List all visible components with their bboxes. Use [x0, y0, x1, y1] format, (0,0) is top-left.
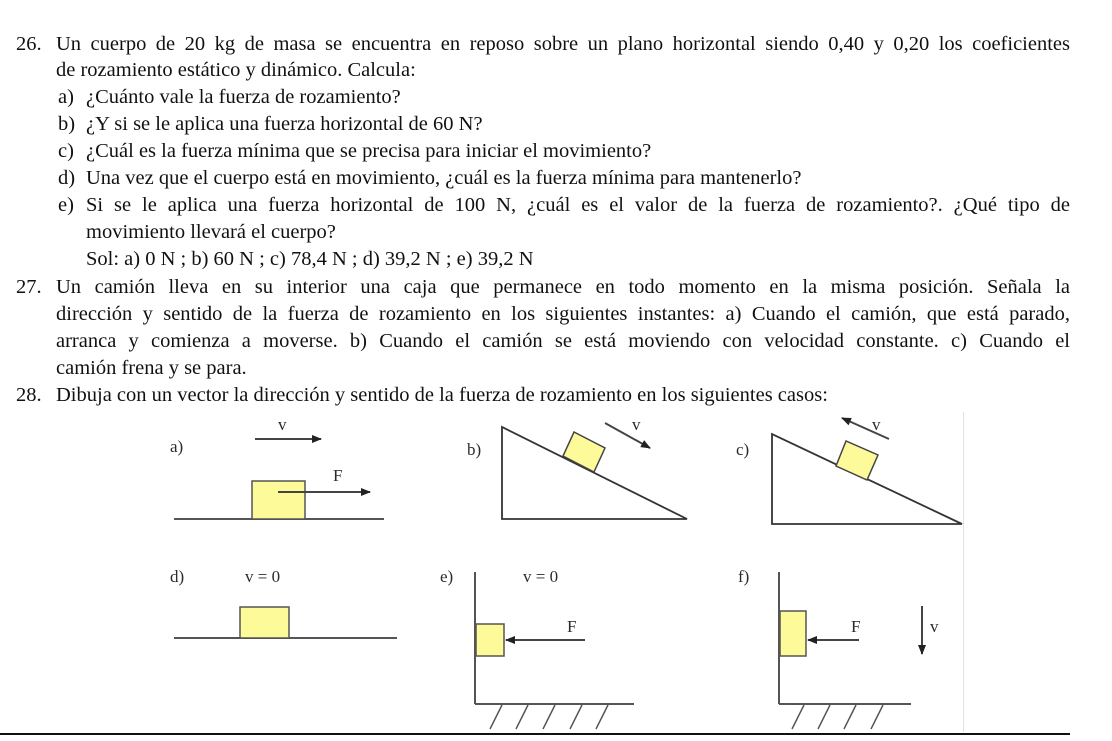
- problem-26-text-1: Un cuerpo de 20 kg de masa se encuentra en reposo sobre un plano horizontal siendo 0,40 y 0,20 los coeficientes: [56, 33, 1070, 55]
- item-d-text: Una vez que el cuerpo está en movimiento, ¿cuál es la fuerza mínima para mantenerlo?: [86, 167, 802, 189]
- figure-a: [170, 415, 384, 519]
- item-a-text: ¿Cuánto vale la fuerza de rozamiento?: [86, 86, 401, 108]
- figure-e-label: e): [440, 567, 454, 586]
- figure-f-v-label: v: [930, 617, 939, 636]
- block: [240, 607, 289, 638]
- figure-b-v-label: v: [632, 415, 641, 434]
- figure-d-label: d): [170, 567, 185, 586]
- figure-d-v-label: v = 0: [245, 567, 281, 586]
- item-e-label: e): [58, 194, 74, 216]
- figure-b: [467, 415, 687, 519]
- figure-f-f-label: F: [851, 617, 861, 636]
- item-c-label: c): [58, 140, 74, 162]
- problem-27-text-4: camión frena y se para.: [56, 357, 247, 379]
- figure-d: [170, 567, 397, 638]
- block: [476, 624, 504, 656]
- velocity-arrow: [842, 418, 889, 439]
- floor-hatching: [792, 705, 883, 729]
- figure-e-f-label: F: [567, 617, 577, 636]
- velocity-arrow: [605, 423, 650, 448]
- figure-e: [440, 567, 634, 729]
- problem-27-text-1: Un camión lleva en su interior una caja que permanece en todo momento en la misma posición. Señala la: [56, 276, 1070, 298]
- figure-a-f-label: F: [333, 466, 343, 485]
- problem-26-text-2: de rozamiento estático y dinámico. Calcula:: [56, 59, 416, 81]
- item-c-text: ¿Cuál es la fuerza mínima que se precisa para iniciar el movimiento?: [86, 140, 652, 162]
- figure-f-label: f): [738, 567, 750, 586]
- item-e-text-2: movimiento llevará el cuerpo?: [86, 221, 336, 243]
- block: [252, 481, 305, 519]
- figure-b-label: b): [467, 440, 482, 459]
- problem-number: 27.: [16, 276, 42, 298]
- solution: Sol: a) 0 N ; b) 60 N ; c) 78,4 N ; d) 39,2 N ; e) 39,2 N: [86, 248, 534, 270]
- figure-c: [736, 415, 962, 524]
- figure-c-label: c): [736, 440, 750, 459]
- figure-f: [738, 567, 939, 729]
- problem-27-text-2: dirección y sentido de la fuerza de rozamiento en los siguientes instantes: a) Cuando el camión, que está parado,: [56, 303, 1070, 325]
- bottom-rule: [0, 733, 1070, 735]
- figure-c-v-label: v: [872, 415, 881, 434]
- item-d-label: d): [58, 167, 76, 189]
- problem-number: 28.: [16, 384, 42, 406]
- item-b-text: ¿Y si se le aplica una fuerza horizontal de 60 N?: [86, 113, 483, 135]
- floor-hatching: [490, 705, 608, 729]
- problem-28-text-1: Dibuja con un vector la dirección y sentido de la fuerza de rozamiento en los siguientes casos:: [56, 384, 828, 406]
- item-a-label: a): [58, 86, 74, 108]
- item-e-text: Si se le aplica una fuerza horizontal de 100 N, ¿cuál es el valor de la fuerza de rozamiento?. ¿Qué tipo de: [86, 194, 1070, 216]
- block: [836, 441, 878, 480]
- incline: [502, 427, 687, 519]
- item-b-label: b): [58, 113, 76, 135]
- block: [563, 432, 605, 472]
- problem-number: 26.: [16, 33, 42, 55]
- block: [780, 611, 806, 656]
- figure-a-label: a): [170, 437, 184, 456]
- figure-a-v-label: v: [278, 415, 287, 434]
- figure-e-v-label: v = 0: [523, 567, 559, 586]
- problem-27-text-3: arranca y comienza a moverse. b) Cuando el camión se está moviendo con velocidad constante. c) Cuando el: [56, 330, 1070, 352]
